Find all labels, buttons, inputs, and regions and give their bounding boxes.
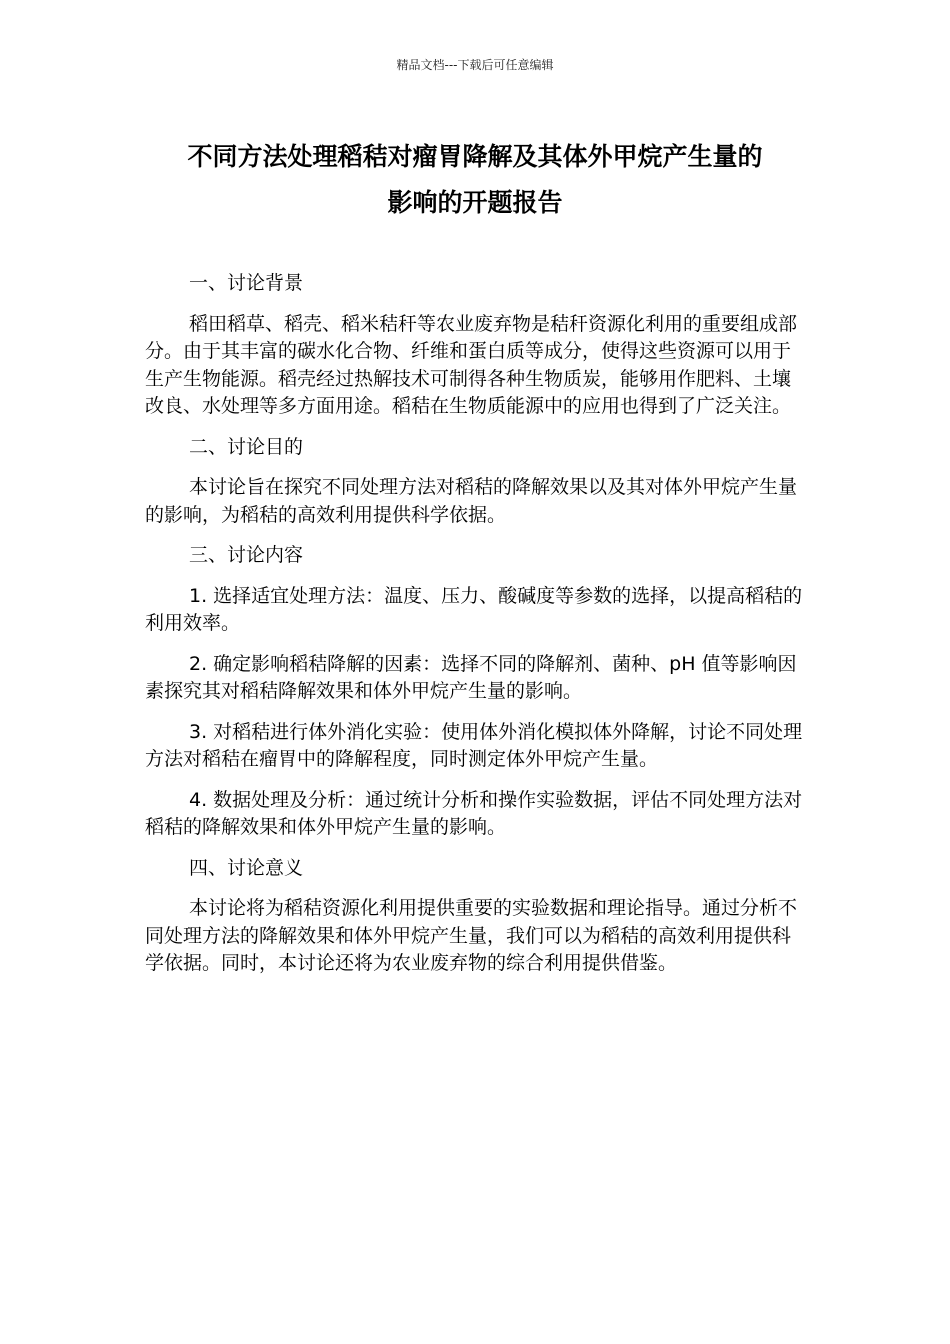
significance-paragraph: 本讨论将为稻秸资源化利用提供重要的实验数据和理论指导。通过分析不同处理方法的降解效果和体外甲烷产生量，我们可以为稻秸的高效利用提供科学依据。同时，本讨论还将为农业废弃物的综合利用提供借鉴。 [145,897,798,974]
page-header-note: 精品文档---下载后可任意编辑 [396,58,554,72]
purpose-paragraph: 本讨论旨在探究不同处理方法对稻秸的降解效果以及其对体外甲烷产生量的影响，为稻秸的高效利用提供科学依据。 [145,476,798,526]
background-paragraph: 稻田稻草、稻壳、稻米秸秆等农业废弃物是秸秆资源化利用的重要组成部分。由于其丰富的碳水化合物、纤维和蛋白质等成分，使得这些资源可以用于生产生物能源。稻壳经过热解技术可制得各种生物质炭，能够用作肥料、土壤改良、水处理等多方面用途。稻秸在生物质能源中的应用也得到了广泛关注。 [145,312,798,417]
section-heading-background: 一、讨论背景 [189,272,304,294]
content-item-2: 2. 确定影响稻秸降解的因素：选择不同的降解剂、菌种、pH 值等影响因素探究其对稻秸降解效果和体外甲烷产生量的影响。 [145,652,797,702]
title-line-1: 不同方法处理稻秸对瘤胃降解及其体外甲烷产生量的 [187,142,763,171]
title-line-2: 影响的开题报告 [387,188,563,217]
document-body [145,270,805,991]
content-item-3: 3. 对稻秸进行体外消化实验：使用体外消化模拟体外降解，讨论不同处理方法对稻秸在瘤胃中的降解程度，同时测定体外甲烷产生量。 [145,720,803,770]
section-heading-content: 三、讨论内容 [189,544,304,566]
section-heading-significance: 四、讨论意义 [189,856,304,879]
content-item-1: 1. 选择适宜处理方法：温度、压力、酸碱度等参数的选择，以提高稻秸的利用效率。 [145,584,803,634]
section-heading-purpose: 二、讨论目的 [189,435,304,458]
content-item-4: 4. 数据处理及分析：通过统计分析和操作实验数据，评估不同处理方法对稻秸的降解效果和体外甲烷产生量的影响。 [145,788,803,838]
document-title [140,134,810,226]
